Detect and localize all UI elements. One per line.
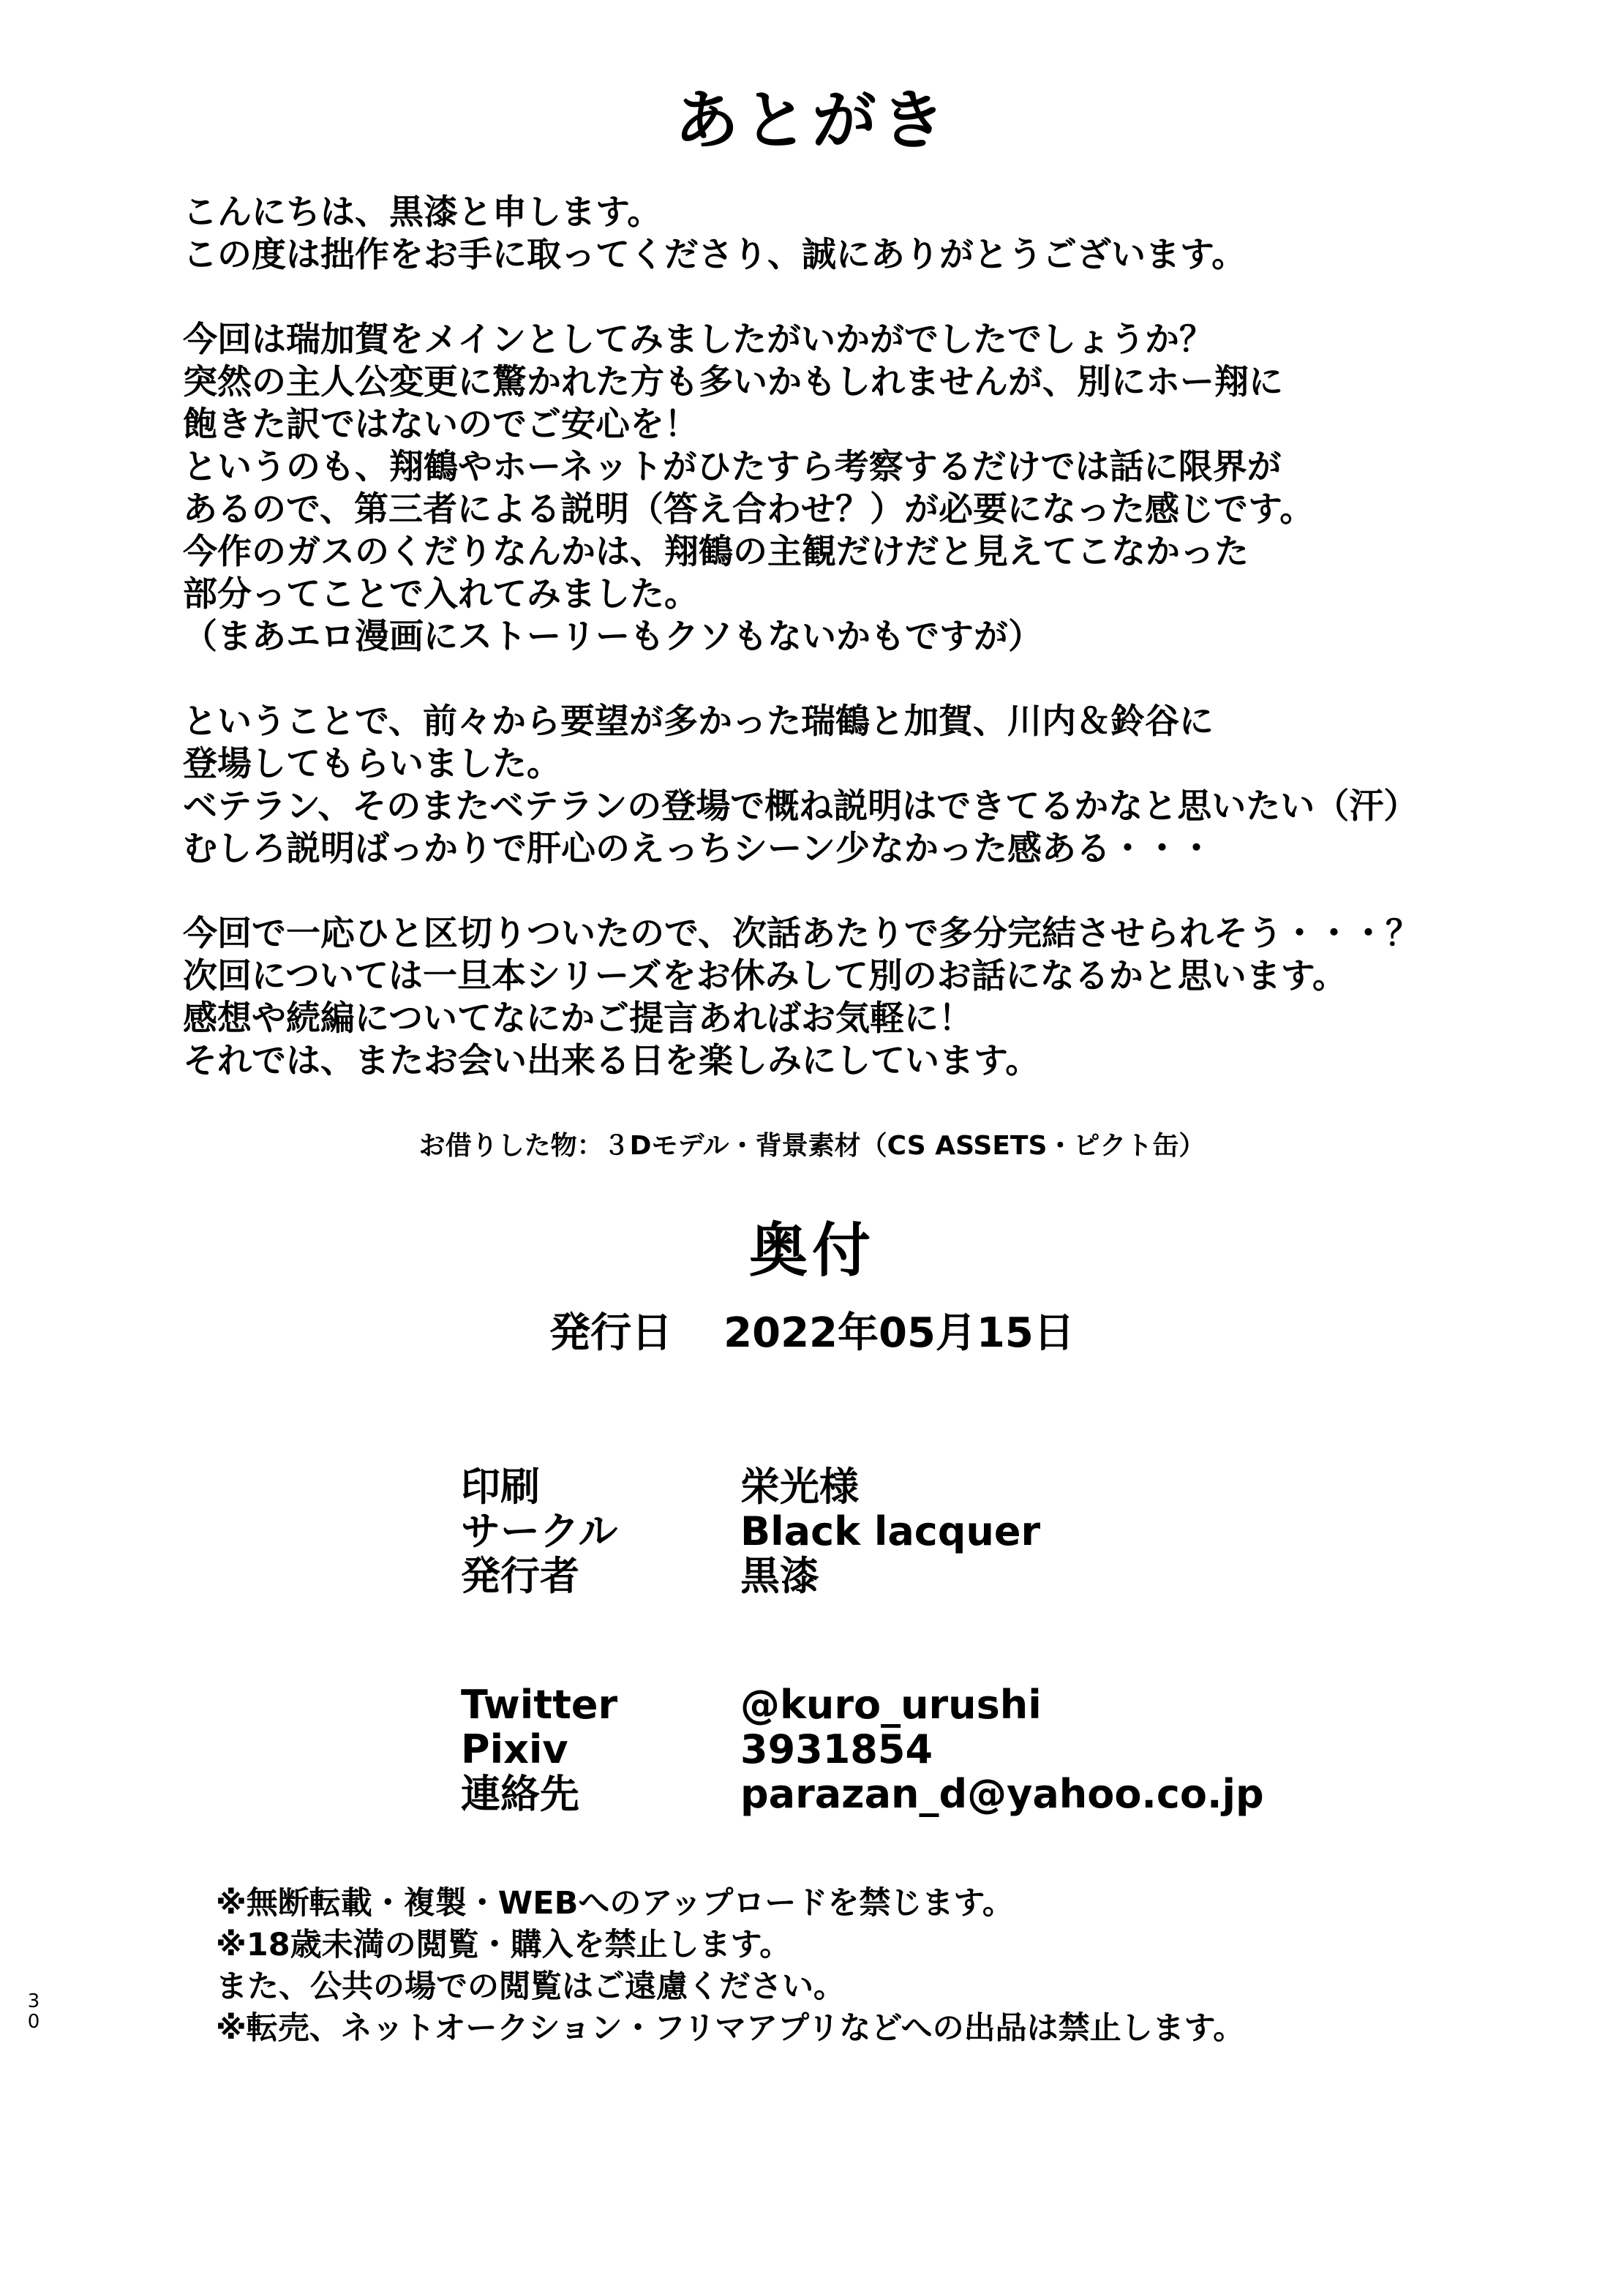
afterword-line: 飽きた訳ではないのでご安心を！ [183, 405, 699, 445]
contact-row [461, 1772, 1412, 1816]
notice-line: ※転売、ネットオークション・フリマアプリなどへの出品は禁止します。 [216, 2010, 1245, 2047]
afterword-line: むしろ説明ばっかりで肝心のえっちシーン少なかった感ある・・・ [183, 829, 1214, 869]
publication-value: 黒漆 [740, 1553, 819, 1599]
contact-info [461, 1682, 1412, 1816]
afterword-line [183, 277, 1573, 319]
afterword-line: 突然の主人公変更に驚かれた方も多いかもしれませんが、別にホー翔に [183, 362, 1283, 402]
afterword-line: というのも、翔鶴やホーネットがひたすら考察するだけでは話に限界が [183, 447, 1282, 487]
contact-label: Pixiv [461, 1726, 568, 1772]
publication-value: Black lacquer [740, 1508, 1041, 1554]
afterword-line: 部分ってことで入れてみました。 [183, 574, 699, 614]
afterword-line: こんにちは、黒漆と申します。 [183, 192, 662, 233]
publication-info [461, 1464, 1412, 1598]
contact-value: @kuro_urushi [740, 1682, 1042, 1728]
issue-date [0, 1308, 1624, 1359]
afterword-line: それでは、またお会い出来る日を楽しみにしています。 [183, 1041, 1040, 1081]
afterword-line: 今回は瑞加賀をメインとしてみましたがいかがでしたでしょうか？ [183, 320, 1214, 360]
afterword-body [183, 192, 1573, 1083]
notice-line: ※18歳未満の閲覧・購入を禁止します。 [216, 1927, 792, 1963]
page-number [25, 1991, 42, 2032]
afterword-line: （まあエロ漫画にストーリーもクソもないかもですが） [183, 617, 1042, 657]
contact-label: 連絡先 [461, 1771, 579, 1817]
afterword-line: 今作のガスのくだりなんかは、翔鶴の主観だけだと見えてこなかった [183, 532, 1249, 572]
asset-credits: お借りした物：３Dモデル・背景素材（CS ASSETS・ピクト缶） [418, 1131, 1206, 1161]
contact-value: 3931854 [740, 1726, 933, 1772]
issue-date-label: 発行日 [549, 1309, 673, 1357]
afterword-title: あとがき [674, 83, 950, 158]
publication-label: 発行者 [461, 1553, 579, 1599]
afterword-line: 登場してもらいました。 [183, 744, 561, 784]
notice-line: ※無断転載・複製・WEBへのアップロードを禁じます。 [216, 1885, 1014, 1922]
issue-date-value: 2022年05月15日 [723, 1309, 1075, 1357]
afterword-line: あるので、第三者による説明（答え合わせ？）が必要になった感じです。 [183, 489, 1315, 530]
notices [216, 1883, 1533, 2050]
publication-row [461, 1509, 1412, 1554]
publication-label: 印刷 [461, 1464, 540, 1510]
afterword-line: この度は拙作をお手に取ってくださり、誠にありがとうございます。 [183, 235, 1247, 275]
page-number-digit: 3 [27, 1990, 40, 2012]
afterword-line: 感想や続編についてなにかご提言あればお気軽に！ [183, 998, 974, 1039]
afterword-line [183, 870, 1573, 913]
page-number-digit: 0 [27, 2011, 40, 2033]
afterword-line: 次回については一旦本シリーズをお休みして別のお話になるかと思います。 [183, 956, 1347, 996]
notice-line: また、公共の場での閲覧はご遠慮ください。 [216, 1968, 845, 2005]
contact-row [461, 1682, 1412, 1727]
afterword-line: ベテラン、そのまたベテランの登場で概ね説明はできてるかなと思いたい（汗） [183, 786, 1418, 827]
contact-label: Twitter [461, 1682, 618, 1728]
afterword-line [183, 658, 1573, 701]
afterword-line: 今回で一応ひと区切りついたので、次話あたりで多分完結させられそう・・・？ [183, 914, 1421, 954]
contact-value: parazan_d@yahoo.co.jp [740, 1771, 1264, 1817]
contact-row [461, 1727, 1412, 1772]
publication-label: サークル [461, 1508, 618, 1554]
publication-value: 栄光様 [740, 1464, 859, 1510]
colophon-title: 奥付 [749, 1216, 875, 1284]
afterword-line: ということで、前々から要望が多かった瑞鶴と加賀、川内＆鈴谷に [183, 701, 1214, 742]
publication-row [461, 1554, 1412, 1598]
publication-row [461, 1464, 1412, 1509]
